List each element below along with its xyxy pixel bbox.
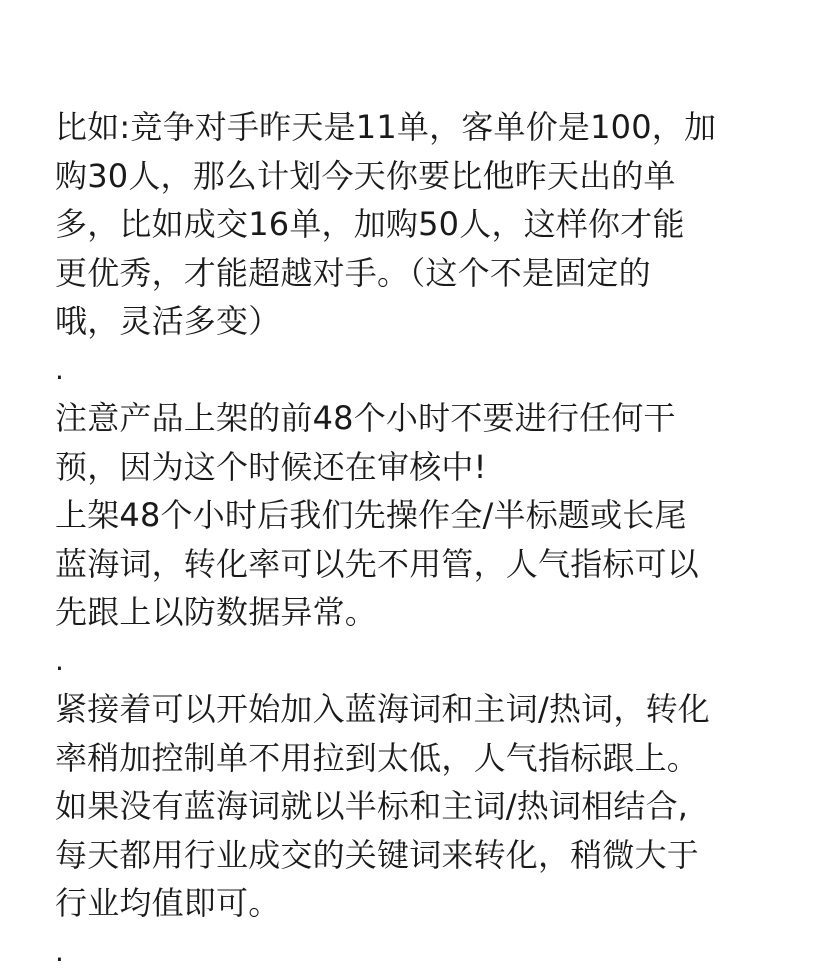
text-line: 比如:竞争对手昨天是11单，客单价是100，加 xyxy=(55,103,775,152)
text-line: 如果没有蓝海词就以半标和主词/热词相结合, xyxy=(55,782,775,831)
text-line: 蓝海词，转化率可以先不用管，人气指标可以 xyxy=(55,540,775,589)
text-line: 上架48个小时后我们先操作全/半标题或长尾 xyxy=(55,491,775,540)
text-line: 紧接着可以开始加入蓝海词和主词/热词，转化 xyxy=(55,685,775,734)
text-line: 注意产品上架的前48个小时不要进行任何干 xyxy=(55,394,775,443)
text-line: 率稍加控制单不用拉到太低，人气指标跟上。 xyxy=(55,734,775,783)
separator-dot: . xyxy=(55,928,775,976)
separator-dot: . xyxy=(55,637,775,686)
text-line: 先跟上以防数据异常。 xyxy=(55,588,775,637)
text-line: 哦，灵活多变） xyxy=(55,297,775,346)
text-line: 行业均值即可。 xyxy=(55,879,775,928)
text-line: 多，比如成交16单，加购50人，这样你才能 xyxy=(55,200,775,249)
text-line: 每天都用行业成交的关键词来转化，稍微大于 xyxy=(55,831,775,880)
text-line: 更优秀，才能超越对手。（这个不是固定的 xyxy=(55,249,775,298)
text-line: 预，因为这个时候还在审核中! xyxy=(55,443,775,492)
text-line: 购30人，那么计划今天你要比他昨天出的单 xyxy=(55,152,775,201)
separator-dot: . xyxy=(55,346,775,395)
document-text xyxy=(55,103,775,976)
